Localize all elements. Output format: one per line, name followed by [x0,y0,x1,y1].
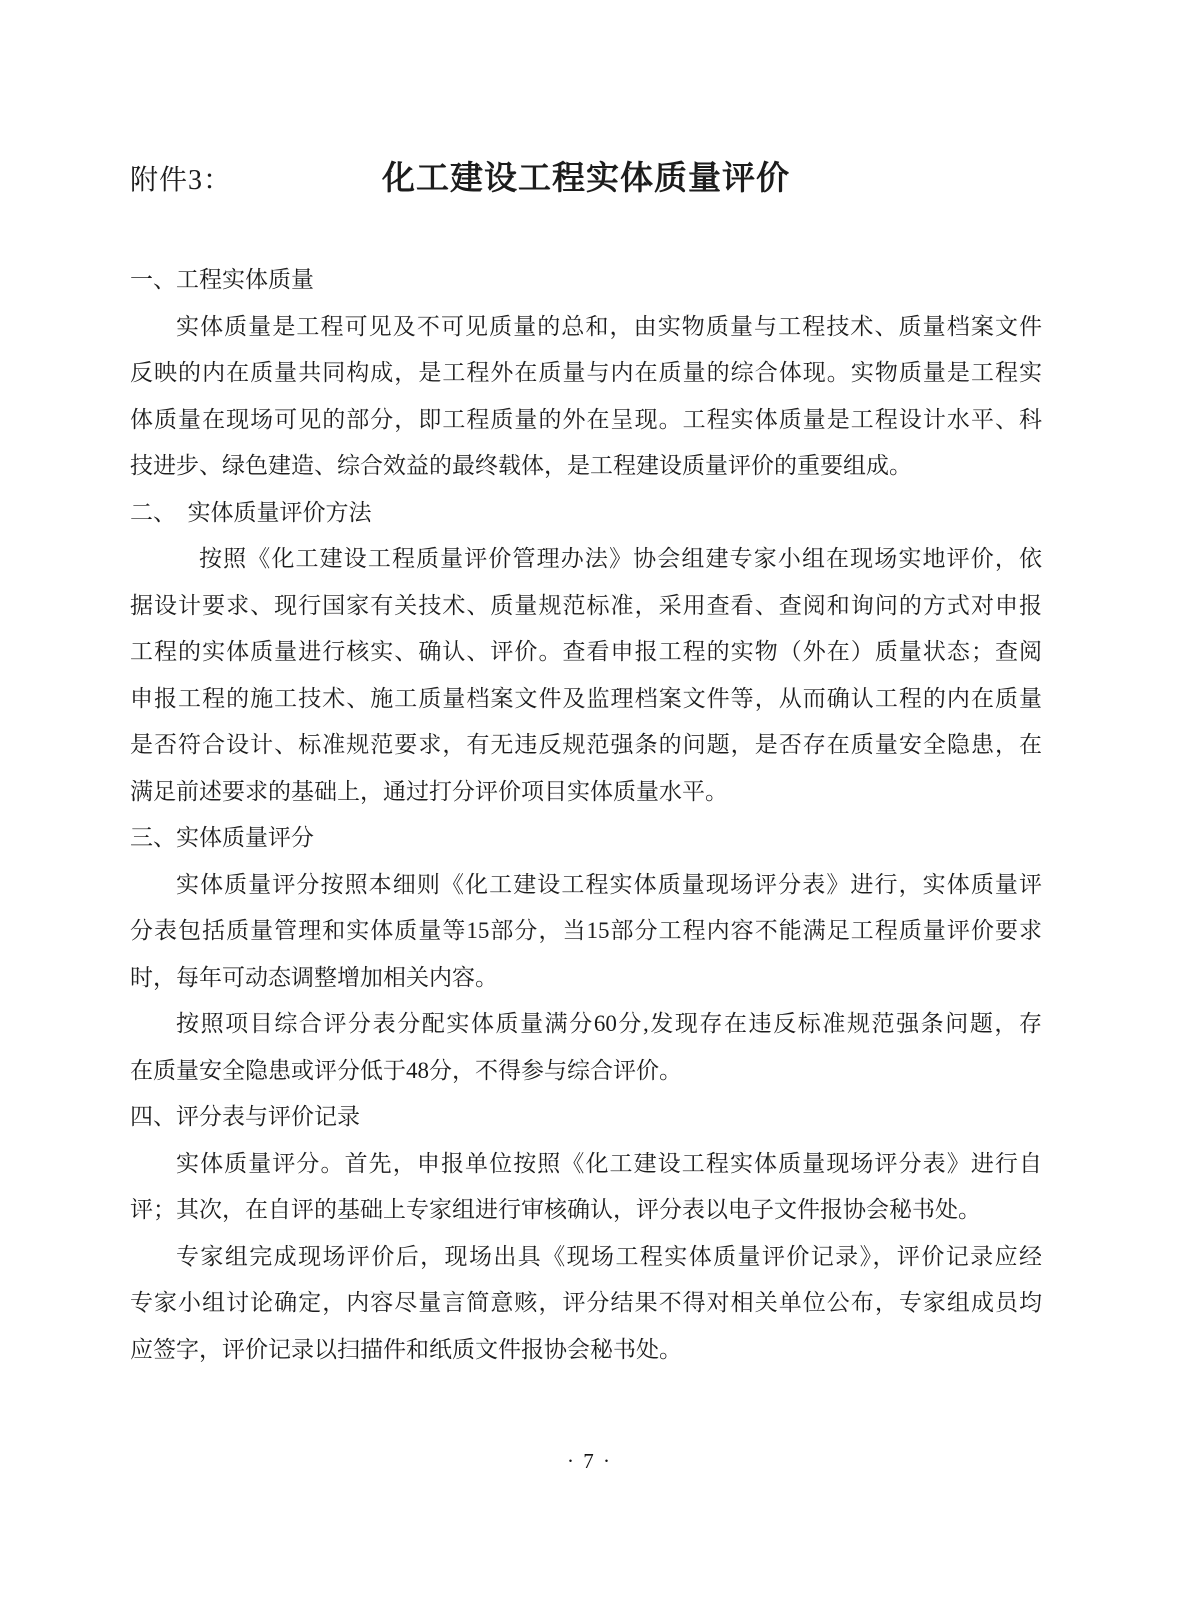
paragraph [130,536,1042,815]
paragraph-line: 据设计要求、现行国家有关技术、质量规范标准，采用查看、查阅和询问的方式对申报 [130,592,1042,618]
paragraph-line: 实体质量评分。首先，申报单位按照《化工建设工程实体质量现场评分表》进行自 [176,1150,1042,1176]
section-heading: 三、实体质量评分 [130,825,314,850]
paragraph-line: 申报工程的施工技术、施工质量档案文件及监理档案文件等，从而确认工程的内在质量 [130,685,1042,711]
paragraph-line: 按照《化工建设工程质量评价管理办法》协会组建专家小组在现场实地评价，依 [199,546,1042,571]
paragraph-line: 技进步、绿色建造、综合效益的最终载体，是工程建设质量评价的重要组成。 [130,453,912,478]
attachment-label: 附件3： [130,165,233,196]
paragraph [130,1234,1042,1374]
title-row [130,150,1042,257]
paragraph-line: 专家组完成现场评价后，现场出具《现场工程实体质量评价记录》，评价记录应经 [176,1243,1042,1269]
paragraph-line: 分表包括质量管理和实体质量等15部分，当15部分工程内容不能满足工程质量评价要求 [130,918,1042,943]
paragraph [130,1141,1042,1234]
document-title: 化工建设工程实体质量评价 [382,161,790,197]
paragraph [130,1001,1042,1094]
paragraph-line: 专家小组讨论确定，内容尽量言简意赅，评分结果不得对相关单位公布，专家组成员均 [130,1290,1042,1315]
paragraph-line: 实体质量是工程可见及不可见质量的总和，由实物质量与工程技术、质量档案文件 [176,313,1042,339]
section-heading: 四、评分表与评价记录 [130,1104,360,1129]
paragraph-line: 按照项目综合评分表分配实体质量满分60分,发现存在违反标准规范强条问题，存 [176,1011,1042,1036]
paragraph-line: 是否符合设计、标准规范要求，有无违反规范强条的问题，是否存在质量安全隐患，在 [130,732,1042,757]
paragraph-line: 实体质量评分按照本细则《化工建设工程实体质量现场评分表》进行，实体质量评 [176,871,1042,897]
paragraph-line: 时，每年可动态调整增加相关内容。 [130,964,498,990]
page-number: · 7 · [567,1449,612,1473]
paragraph-line: 工程的实体质量进行核实、确认、评价。查看申报工程的实物（外在）质量状态；查阅 [130,639,1042,664]
document-body [130,257,1042,1373]
section-heading: 二、 实体质量评价方法 [130,499,372,525]
document-content [130,150,1042,1373]
paragraph [130,304,1042,490]
paragraph-line: 应签字，评价记录以扫描件和纸质文件报协会秘书处。 [130,1336,682,1362]
paragraph-line: 反映的内在质量共同构成，是工程外在质量与内在质量的综合体现。实物质量是工程实 [130,360,1042,385]
paragraph-line: 满足前述要求的基础上，通过打分评价项目实体质量水平。 [130,778,728,804]
paragraph-line: 体质量在现场可见的部分，即工程质量的外在呈现。工程实体质量是工程设计水平、科 [130,406,1042,432]
paragraph-line: 在质量安全隐患或评分低于48分，不得参与综合评价。 [130,1057,682,1083]
paragraph-line: 评；其次，在自评的基础上专家组进行审核确认，评分表以电子文件报协会秘书处。 [130,1197,981,1222]
section-heading: 一、工程实体质量 [130,267,314,292]
paragraph [130,862,1042,1002]
